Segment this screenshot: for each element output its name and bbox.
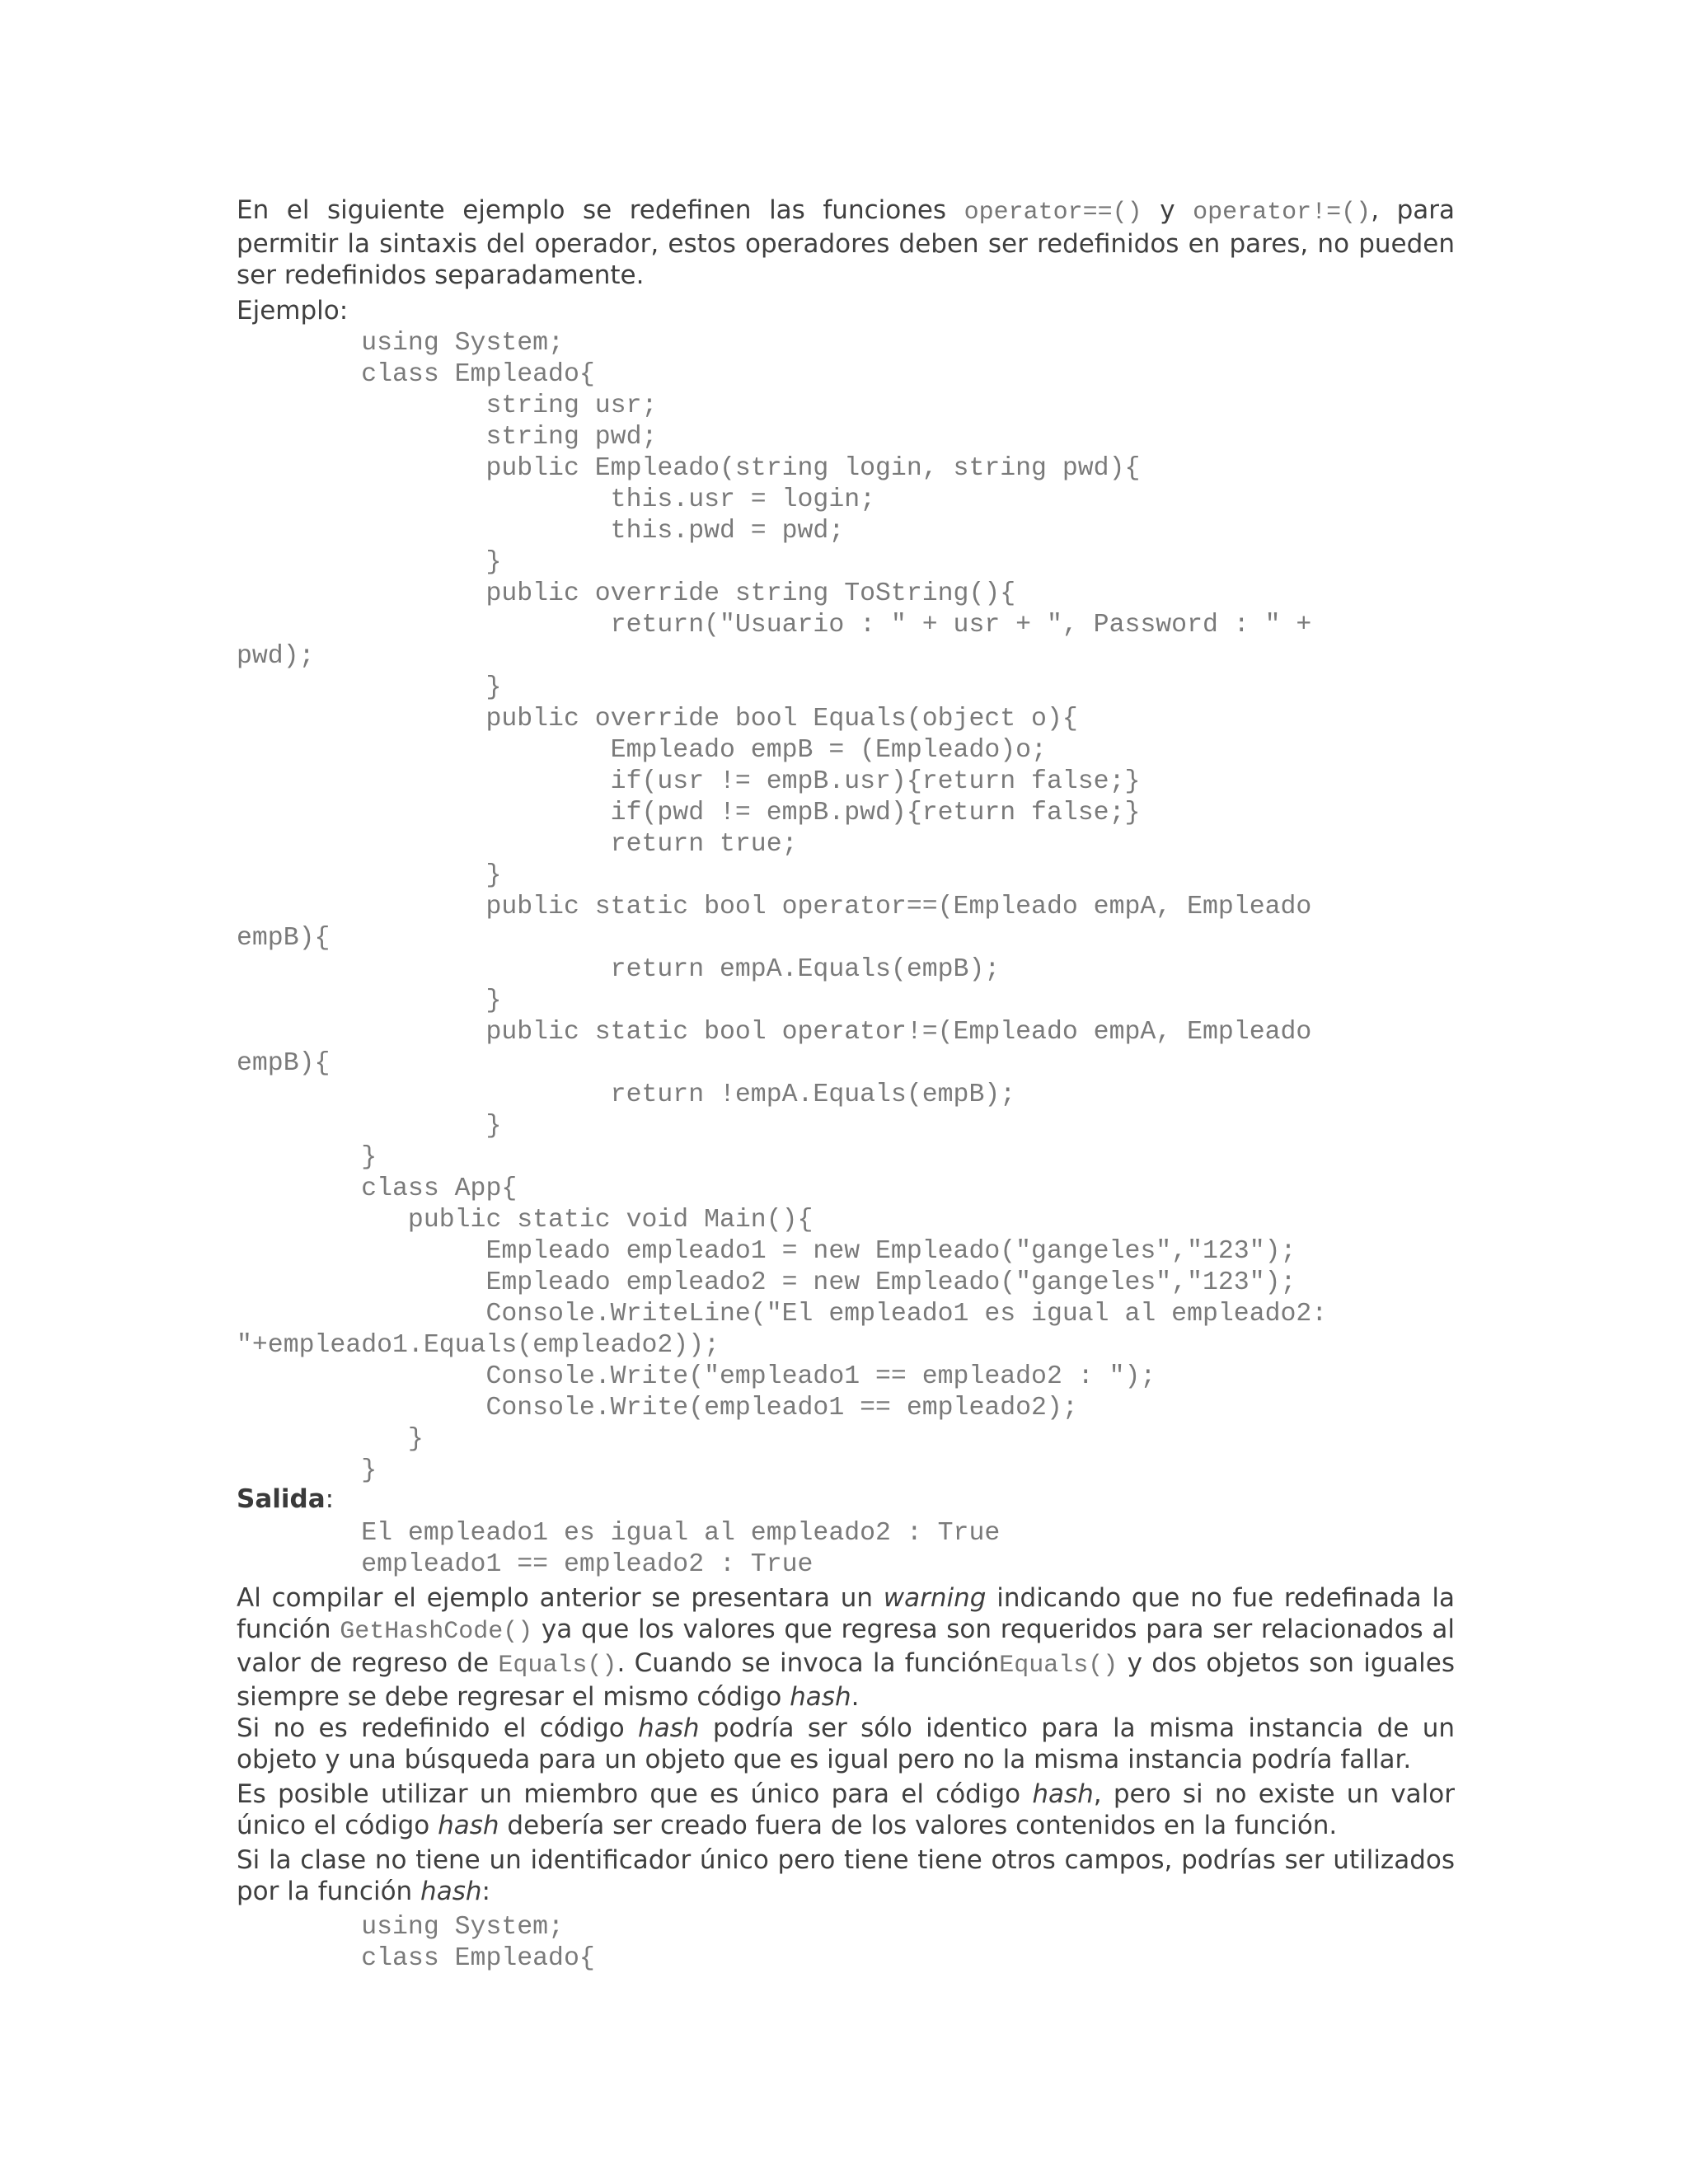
p1-text-2: indicando que no fue redefinada la función — [237, 1583, 1455, 1644]
code-line: public static void Main(){ — [237, 1206, 814, 1235]
p4-italic-hash: hash — [420, 1877, 482, 1906]
p2-text-2: podría ser sólo identico para la misma instancia de un objeto y una búsqueda para un objeto que es igual pero no la misma instancia podría fallar. — [237, 1713, 1455, 1774]
code-line: this.usr = login; — [237, 485, 876, 514]
code-line: empB){ — [237, 1049, 331, 1078]
code-line: class Empleado{ — [237, 1944, 595, 1973]
salida-colon: : — [325, 1484, 335, 1514]
ejemplo-label: Ejemplo: — [237, 296, 349, 326]
code-line: Empleado empleado2 = new Empleado("gangeles","123"); — [237, 1268, 1296, 1297]
code-line: } — [237, 1425, 424, 1454]
gethashcode-code: GetHashCode() — [340, 1618, 533, 1646]
equals-code-2: Equals() — [999, 1652, 1118, 1680]
p1-text-4: . Cuando se invoca la función — [617, 1648, 1000, 1678]
code-line: Empleado empB = (Empleado)o; — [237, 736, 1047, 765]
salida-label: Salida — [237, 1484, 326, 1514]
intro-text-2: y — [1142, 195, 1193, 225]
p1-text-1: Al compilar el ejemplo anterior se presentara un — [237, 1583, 884, 1613]
p1-text-3: ya que los valores que regresa son requeridos para ser relacionados al valor de regreso de — [237, 1615, 1455, 1678]
code-line: string usr; — [237, 391, 658, 420]
p3-text-1: Es posible utilizar un miembro que es único para el código — [237, 1779, 1033, 1809]
code-line: public override bool Equals(object o){ — [237, 705, 1078, 733]
code-line: "+empleado1.Equals(empleado2)); — [237, 1331, 720, 1360]
p2-text-1: Si no es redefinido el código — [237, 1713, 639, 1743]
operator-eq-code: operator==() — [964, 199, 1142, 227]
p2-italic-hash: hash — [638, 1713, 700, 1743]
code-line: } — [237, 548, 502, 577]
code-line: Console.WriteLine("El empleado1 es igual al empleado2: — [237, 1300, 1328, 1329]
paragraph-hash-identity — [237, 1713, 1455, 1775]
code-line: using System; — [237, 329, 564, 358]
paragraph-unique-member — [237, 1779, 1455, 1841]
code-line: } — [237, 673, 502, 702]
code-line: Console.Write(empleado1 == empleado2); — [237, 1394, 1078, 1422]
p4-text-1: Si la clase no tiene un identificador único pero tiene tiene otros campos, podrías ser utilizados por la función — [237, 1845, 1455, 1906]
p3-text-3: debería ser creado fuera de los valores contenidos en la función. — [499, 1811, 1338, 1840]
p1-text-5: y dos objetos son iguales siempre se debe regresar el mismo código — [237, 1648, 1456, 1712]
output-line: El empleado1 es igual al empleado2 : True — [237, 1519, 1001, 1548]
output-line: empleado1 == empleado2 : True — [237, 1550, 814, 1579]
output-block — [237, 1518, 1455, 1581]
equals-code-1: Equals() — [498, 1652, 617, 1680]
code-line: public static bool operator!=(Empleado empA, Empleado — [237, 1018, 1312, 1047]
code-line: } — [237, 861, 502, 890]
code-line: } — [237, 987, 502, 1015]
code-block — [237, 328, 1455, 1487]
code-line: return !empA.Equals(empB); — [237, 1080, 1016, 1109]
code-line: Console.Write("empleado1 == empleado2 : "); — [237, 1362, 1156, 1391]
code-line: } — [237, 1456, 377, 1485]
code-line: public static bool operator==(Empleado empA, Empleado — [237, 893, 1312, 921]
code-block-2 — [237, 1912, 1455, 1975]
p3-italic-hash-1: hash — [1032, 1779, 1094, 1809]
salida-heading — [237, 1483, 1455, 1515]
code-line: pwd); — [237, 642, 315, 671]
intro-text-3: , para permitir la sintaxis del operador, estos operadores deben ser redefinidos en pares, no pueden ser redefinidos separadamente. — [237, 195, 1456, 290]
code-line: string pwd; — [237, 423, 658, 452]
intro-paragraph — [237, 194, 1455, 291]
code-line: Empleado empleado1 = new Empleado("gangeles","123"); — [237, 1237, 1296, 1266]
p1-text-6: . — [851, 1682, 860, 1712]
code-line: class Empleado{ — [237, 360, 595, 389]
code-line: return true; — [237, 830, 798, 859]
p3-italic-hash-2: hash — [438, 1811, 499, 1840]
code-line: using System; — [237, 1913, 564, 1942]
paragraph-warning — [237, 1582, 1455, 1713]
code-line: public override string ToString(){ — [237, 579, 1016, 608]
code-line: if(pwd != empB.pwd){return false;} — [237, 799, 1141, 827]
code-line: class App{ — [237, 1174, 518, 1203]
p1-italic-hash: hash — [790, 1682, 851, 1712]
p4-text-2: : — [481, 1877, 490, 1906]
code-line: this.pwd = pwd; — [237, 517, 845, 546]
code-line: return("Usuario : " + usr + ", Password : " + — [237, 611, 1312, 640]
paragraph-no-identifier — [237, 1844, 1455, 1907]
code-line: empB){ — [237, 924, 331, 953]
p3-text-2: , pero si no existe un valor único el código — [237, 1779, 1455, 1840]
code-line: if(usr != empB.usr){return false;} — [237, 767, 1141, 796]
intro-text-1: En el siguiente ejemplo se redefinen las funciones — [237, 195, 964, 225]
code-line: } — [237, 1143, 377, 1172]
code-line: public Empleado(string login, string pwd){ — [237, 454, 1141, 483]
p1-italic-warning: warning — [883, 1583, 987, 1613]
code-line: } — [237, 1112, 502, 1141]
code-line: return empA.Equals(empB); — [237, 955, 1001, 984]
operator-neq-code: operator!=() — [1193, 199, 1372, 227]
